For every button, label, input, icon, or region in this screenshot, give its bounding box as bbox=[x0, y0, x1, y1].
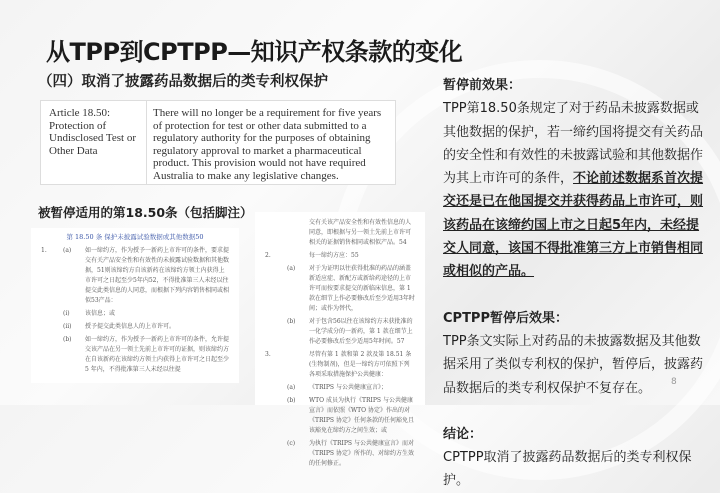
doc-text: 为执行《TRIPS 与公共健康宣言》而对《TRIPS 协定》所作的、对缔约方生效的任何修正。 bbox=[309, 440, 414, 467]
after-text: TPP条文实际上对药品的未披露数据及其他数据采用了类似专利权的保护，暂停后，披露药品数据后的类专利权保护不复存在。 bbox=[443, 333, 704, 396]
doc-number: 2. bbox=[265, 252, 271, 259]
doc-paragraph bbox=[265, 396, 415, 436]
doc-paragraph bbox=[265, 264, 415, 314]
doc-number bbox=[41, 309, 63, 319]
suspended-article-label: 被暂停适用的第18.50条（包括脚注） bbox=[38, 205, 253, 220]
doc-paragraph bbox=[265, 251, 415, 261]
slide-title: 从TPP到CPTPP—知识产权条款的变化 bbox=[46, 38, 463, 66]
doc-number bbox=[265, 439, 287, 469]
doc-paragraph bbox=[265, 439, 415, 469]
section-subtitle: （四）取消了披露药品数据后的类专利权保护 bbox=[38, 74, 328, 90]
doc-number bbox=[265, 264, 287, 314]
doc-marker: (b) bbox=[287, 397, 296, 404]
doc-text: 如一缔约方，作为授予一新药上市许可的条件，要求提交有关产品安全性和有效性的未披露试验数据和其他数据，51则该缔约方自该新药在该缔约方领土内获得上市许可之日起至少5年内52，不得批准第三人未经以往提交此类信息的人同意，而根据下列内容销售相同或相似53产品： bbox=[85, 247, 230, 304]
doc-marker: (i) bbox=[63, 310, 70, 317]
before-emphasis: 不论前述数据系首次提交还是已在他国提交并获得药品上市许可，则该药品在该缔约国上市之日起5年内，未经提交人同意，该国不得批准第三方上市销售相同或相似的产品。 bbox=[443, 171, 704, 280]
doc-text: 对于包含56以往在该缔约方未获批准的一化学成分的一新药，第 1 款在细节上作必要修改后至少适用5年时间。57 bbox=[309, 318, 413, 345]
doc-marker: (a) bbox=[63, 247, 72, 254]
doc-text: 《TRIPS 与公共健康宣言》； bbox=[309, 384, 387, 391]
doc-marker bbox=[287, 350, 309, 380]
doc-text: 对于为证明以往获得批准的药品的涵盖新适应症、新配方或新给药途径的上市许可而按要求提交的新临床信息，第 1 款在细节上作必要修改后至少适用3年时间；或作为替代， bbox=[309, 265, 415, 312]
doc-number bbox=[41, 322, 63, 332]
doc-paragraph bbox=[265, 350, 415, 380]
doc-text: 每一缔约方应：55 bbox=[309, 252, 359, 259]
doc-text: WTO 成员为执行《TRIPS 与公共健康宣言》而依照《WTO 协定》作出的对《TRIPS 协定》任何条款的任何豁免且该豁免在缔约方之间生效；或 bbox=[309, 397, 414, 434]
doc-heading: 第 18.50 条 保护未披露试验数据或其他数据50 bbox=[66, 233, 204, 241]
doc-number bbox=[265, 218, 287, 248]
doc-marker bbox=[287, 218, 309, 248]
doc-number bbox=[265, 383, 287, 393]
doc-paragraph bbox=[265, 218, 415, 248]
doc-text: 尽管有第 1 款和第 2 款及第 18.51 条(生物制剂)，但是一缔约方可依照下列各项采取措施保护公共健康： bbox=[309, 351, 412, 378]
doc-number bbox=[265, 396, 287, 436]
doc-marker: (b) bbox=[63, 336, 72, 343]
doc-marker: (c) bbox=[287, 440, 296, 447]
article-scan-left bbox=[31, 228, 239, 383]
conclusion-text: CPTPP取消了披露药品数据后的类专利权保护。 bbox=[443, 450, 692, 489]
before-text: TPP第18.50条规定了对于药品未披露数据或其他数据的保护，若一缔约国将提交有关药品的安全性和有效性的未披露试验和其他数据作为其上市许可的条件， bbox=[443, 101, 704, 187]
doc-marker: (ii) bbox=[63, 323, 72, 330]
doc-number bbox=[41, 335, 63, 375]
doc-paragraph bbox=[41, 246, 229, 306]
page-number: 8 bbox=[671, 377, 677, 387]
doc-number bbox=[265, 317, 287, 347]
doc-paragraph bbox=[265, 317, 415, 347]
doc-text: 授予提交此类信息人的上市许可。 bbox=[85, 323, 176, 330]
doc-marker: (b) bbox=[287, 318, 296, 325]
doc-text: 交有关该产品安全性和有效性信息的人同意，即根据与另一领土先前上市许可相关的证据销售相同或相似产品。54 bbox=[309, 219, 412, 246]
doc-number: 1. bbox=[41, 247, 47, 254]
doc-text: 如一缔约方，作为授予一新药上市许可的条件，允许提交该产品在另一领土先前上市许可的证据，则该缔约方在自该新药在该缔约方领土内获得上市许可之日起至少 5 年内，不得批准第三人未经以往提 bbox=[85, 336, 230, 373]
doc-marker: (a) bbox=[287, 384, 296, 391]
analysis-panel bbox=[443, 74, 708, 493]
article-description-cell: There will no longer be a requirement for five years of protection for test or other data submitted to a regulatory authority for the purposes of obtaining regulatory approval to market a pharmaceutical product. This provision would not have required Australia to make any legislative changes. bbox=[153, 107, 382, 182]
doc-paragraph bbox=[41, 322, 229, 332]
article-scan-right bbox=[255, 212, 425, 467]
after-heading: CPTPP暂停后效果： bbox=[443, 310, 568, 326]
before-heading: 暂停前效果： bbox=[443, 78, 522, 93]
doc-marker: (a) bbox=[287, 265, 296, 272]
doc-number: 3. bbox=[265, 351, 271, 358]
doc-paragraph bbox=[41, 335, 229, 375]
article-name-cell: Article 18.50: Protection of Undisclosed Test or Other Data bbox=[41, 101, 147, 184]
doc-paragraph bbox=[265, 383, 415, 393]
doc-marker bbox=[287, 251, 309, 261]
conclusion-heading: 结论： bbox=[443, 426, 483, 442]
article-table bbox=[40, 100, 396, 185]
doc-paragraph bbox=[41, 309, 229, 319]
doc-text: 该信息；或 bbox=[85, 310, 116, 317]
